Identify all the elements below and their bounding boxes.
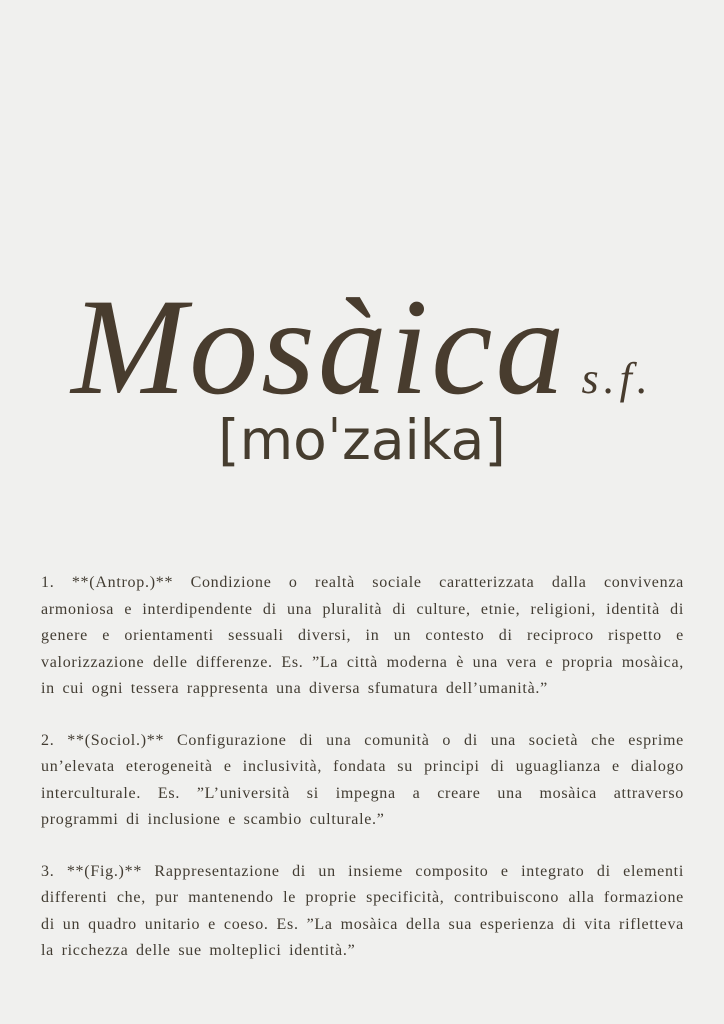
phonetic-transcription: [moˈzaika] — [218, 408, 506, 472]
definition-2: 2. **(Sociol.)** Configurazione di una comunità o di una società che esprime un’elevata eterogeneità e inclusività, fondata su principi di uguaglianza e dialogo interculturale. Es. ”L’università si impegna a creare una mosàica attraverso programmi di inclusione e scambio culturale.” — [41, 731, 684, 828]
definition-1: 1. **(Antrop.)** Condizione o realtà sociale caratterizzata dalla convivenza armoniosa e interdipendente di una pluralità di culture, etnie, religioni, identità di genere e orientamenti sessuali diversi, in un contesto di reciproco rispetto e valorizzazione delle differenze. Es. ”La città moderna è una vera e propria mosàica, in cui ogni tessera rappresenta una diversa sfumatura dell’umanità.” — [41, 574, 684, 697]
definition-3: 3. **(Fig.)** Rappresentazione di un insieme composito e integrato di elementi differenti che, pur mantenendo le proprie specificità, contribuiscono alla formazione di un quadro unitario e coeso. Es. ”La mosàica della sua esperienza di vita rifletteva la ricchezza delle sue molteplici identità.” — [41, 862, 684, 959]
definitions-list — [41, 570, 684, 990]
headword: Mosàica — [71, 270, 568, 423]
part-of-speech: s.f. — [581, 354, 653, 403]
headword-line — [0, 270, 724, 423]
